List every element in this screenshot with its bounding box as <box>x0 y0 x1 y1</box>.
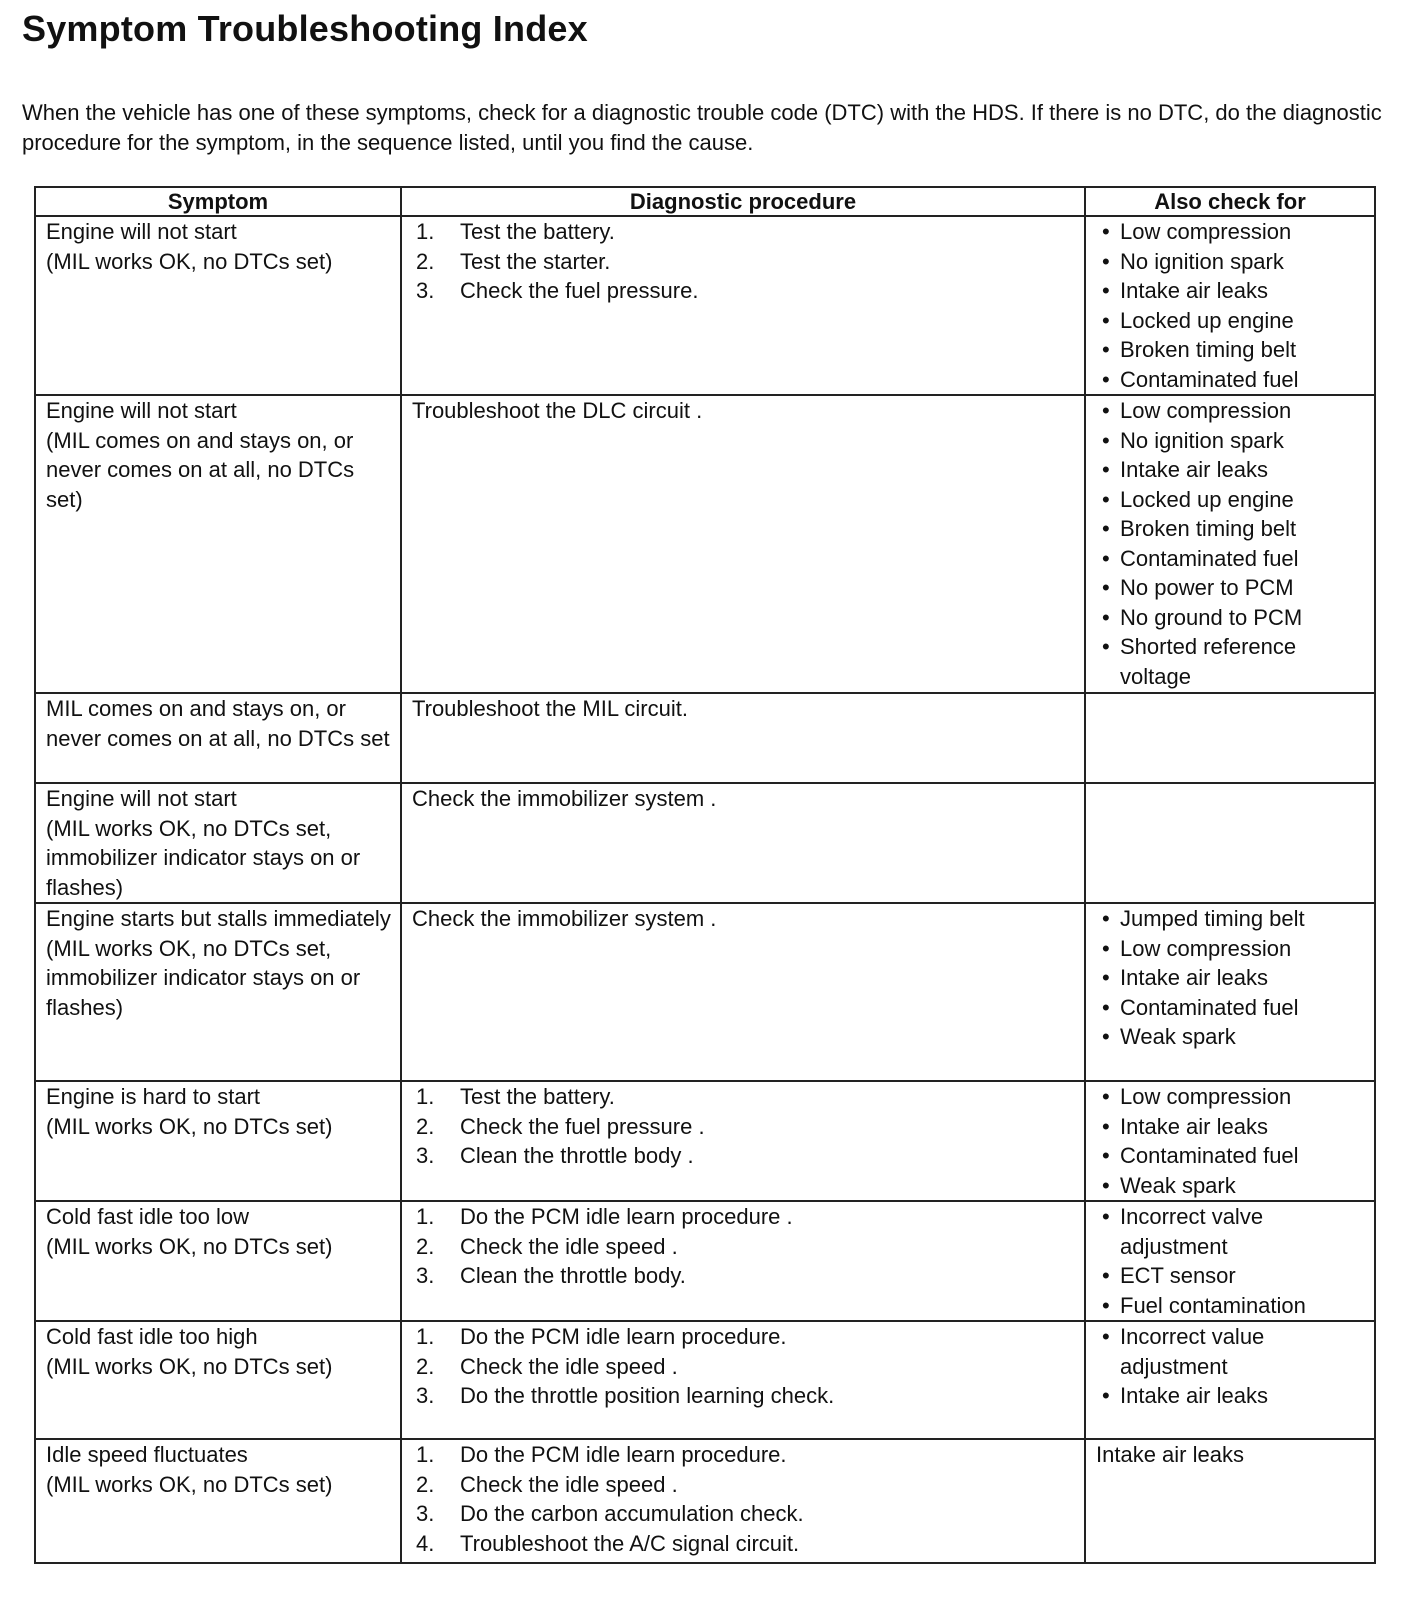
step-number: 3. <box>416 1263 435 1288</box>
also-check-item: • No power to PCM <box>1096 573 1366 603</box>
procedure-steps <box>412 1440 1076 1558</box>
also-check-cell <box>1085 216 1375 395</box>
table-row <box>35 395 1375 693</box>
also-check-cell <box>1085 903 1375 1081</box>
also-check-item: • Incorrect valve adjustment <box>1096 1202 1366 1261</box>
step-text: Test the battery. <box>460 219 615 244</box>
also-check-item: • Intake air leaks <box>1096 963 1366 993</box>
step-number: 2. <box>416 1113 435 1139</box>
symptom-text: Engine is hard to start <box>46 1084 261 1109</box>
step-text: Check the fuel pressure. <box>460 278 699 303</box>
step-text: Test the starter. <box>460 248 611 274</box>
procedure-text: Check the immobilizer system . <box>412 786 717 811</box>
procedure-step <box>412 1082 1076 1112</box>
symptom-text: (MIL works OK, no DTCs set) <box>46 1471 333 1497</box>
procedure-step <box>412 1202 1076 1232</box>
procedure-step <box>412 1112 1076 1142</box>
step-text: Do the throttle position learning check. <box>460 1383 835 1408</box>
also-check-item: • Shorted reference voltage <box>1096 632 1366 691</box>
symptom-text: (MIL comes on and stays on, or never comes on at all, no DTCs set) <box>46 427 355 512</box>
procedure-step <box>412 1322 1076 1352</box>
procedure-cell <box>401 783 1085 903</box>
procedure-step <box>412 1529 1076 1559</box>
symptom-table <box>34 186 1376 1564</box>
procedure-step <box>412 1440 1076 1470</box>
table-row <box>35 903 1375 1081</box>
also-check-item: • ECT sensor <box>1096 1261 1366 1291</box>
procedure-steps <box>412 217 1076 306</box>
procedure-step <box>412 1352 1076 1382</box>
symptom-text: (MIL works OK, no DTCs set) <box>46 248 333 274</box>
procedure-steps <box>412 1202 1076 1291</box>
also-check-item: • Locked up engine <box>1096 485 1366 515</box>
procedure-step <box>412 1141 1076 1171</box>
intro-paragraph: When the vehicle has one of these symptoms, check for a diagnostic trouble code (DTC) with the HDS. If there is no DTC, do the diagnostic procedure for the symptom, in the sequence listed, until you find the cause. <box>22 100 1382 155</box>
procedure-cell <box>401 395 1085 693</box>
also-check-item: • Weak spark <box>1096 1022 1366 1052</box>
page-title: Symptom Troubleshooting Index <box>22 8 588 49</box>
step-number: 2. <box>416 1233 435 1259</box>
symptom-text: Cold fast idle too high <box>46 1324 258 1349</box>
also-check-item: • No ignition spark <box>1096 426 1366 456</box>
table-row <box>35 693 1375 783</box>
step-number: 2. <box>416 1353 435 1379</box>
step-number: 1. <box>416 1084 435 1109</box>
symptom-text: (MIL works OK, no DTCs set) <box>46 1353 333 1379</box>
also-check-item: • Broken timing belt <box>1096 335 1366 365</box>
procedure-text: Troubleshoot the DLC circuit . <box>412 398 703 423</box>
also-check-item: • Intake air leaks <box>1096 455 1366 485</box>
symptom-cell <box>35 216 401 395</box>
also-check-item: • Locked up engine <box>1096 306 1366 336</box>
symptom-cell <box>35 1321 401 1439</box>
procedure-step <box>412 1381 1076 1411</box>
step-number: 3. <box>416 1143 435 1168</box>
also-check-item: • Fuel contamination <box>1096 1291 1366 1321</box>
step-number: 1. <box>416 1204 435 1229</box>
symptom-text: Engine starts but stalls immediately <box>46 906 391 931</box>
step-text: Clean the throttle body . <box>460 1143 694 1168</box>
procedure-step <box>412 1499 1076 1529</box>
symptom-cell <box>35 395 401 693</box>
also-check-item: • Low compression <box>1096 934 1366 964</box>
step-number: 3. <box>416 1501 435 1526</box>
procedure-text: Check the immobilizer system . <box>412 906 717 931</box>
step-text: Do the PCM idle learn procedure . <box>460 1204 793 1229</box>
procedure-cell <box>401 1321 1085 1439</box>
also-check-item: • Intake air leaks <box>1096 1112 1366 1142</box>
also-check-list <box>1096 1202 1366 1320</box>
procedure-step <box>412 1261 1076 1291</box>
also-check-item: • No ground to PCM <box>1096 603 1366 633</box>
step-number: 3. <box>416 1383 435 1408</box>
also-check-list <box>1096 396 1366 691</box>
procedure-cell <box>401 903 1085 1081</box>
also-check-item: • Contaminated fuel <box>1096 1141 1366 1171</box>
symptom-text: Engine will not start <box>46 398 237 423</box>
step-text: Clean the throttle body. <box>460 1263 686 1288</box>
step-number: 1. <box>416 1324 435 1349</box>
symptom-text: Engine will not start <box>46 219 237 244</box>
also-check-text: Intake air leaks <box>1096 1442 1244 1467</box>
table-body <box>35 216 1375 1563</box>
symptom-text: (MIL works OK, no DTCs set) <box>46 1233 333 1259</box>
procedure-cell <box>401 1201 1085 1321</box>
symptom-cell <box>35 1201 401 1321</box>
procedure-column-header: Diagnostic procedure <box>401 187 1085 216</box>
also-check-item: • Low compression <box>1096 1082 1366 1112</box>
procedure-step <box>412 276 1076 306</box>
step-text: Do the PCM idle learn procedure. <box>460 1324 787 1349</box>
also-check-column-header: Also check for <box>1085 187 1375 216</box>
procedure-step <box>412 1470 1076 1500</box>
also-check-item: • Contaminated fuel <box>1096 993 1366 1023</box>
procedure-cell <box>401 1439 1085 1563</box>
symptom-text: Cold fast idle too low <box>46 1204 249 1229</box>
also-check-item: • Low compression <box>1096 396 1366 426</box>
table-header <box>35 187 1375 216</box>
symptom-text: Idle speed fluctuates <box>46 1442 248 1467</box>
procedure-step <box>412 247 1076 277</box>
also-check-item: • Incorrect value adjustment <box>1096 1322 1366 1381</box>
also-check-list <box>1096 1082 1366 1200</box>
symptom-text: (MIL works OK, no DTCs set, immobilizer indicator stays on or flashes) <box>46 935 361 1020</box>
also-check-item: • No ignition spark <box>1096 247 1366 277</box>
step-number: 4. <box>416 1530 435 1556</box>
step-text: Do the carbon accumulation check. <box>460 1501 804 1526</box>
also-check-item: • Weak spark <box>1096 1171 1366 1201</box>
step-number: 2. <box>416 1471 435 1497</box>
also-check-cell <box>1085 395 1375 693</box>
also-check-cell <box>1085 1321 1375 1439</box>
table-row <box>35 1201 1375 1321</box>
also-check-item: • Contaminated fuel <box>1096 365 1366 395</box>
step-text: Troubleshoot the A/C signal circuit. <box>460 1530 800 1556</box>
procedure-cell <box>401 1081 1085 1201</box>
procedure-text: Troubleshoot the MIL circuit. <box>412 696 688 721</box>
symptom-text: (MIL works OK, no DTCs set) <box>46 1113 333 1139</box>
procedure-step <box>412 217 1076 247</box>
step-text: Check the idle speed . <box>460 1233 678 1259</box>
symptom-cell <box>35 1081 401 1201</box>
symptom-cell <box>35 903 401 1081</box>
header-row <box>35 187 1375 216</box>
also-check-cell <box>1085 693 1375 783</box>
step-text: Check the idle speed . <box>460 1471 678 1497</box>
also-check-item: • Contaminated fuel <box>1096 544 1366 574</box>
symptom-text: MIL comes on and stays on, or never comes on at all, no DTCs set <box>46 696 390 751</box>
also-check-item: • Low compression <box>1096 217 1366 247</box>
also-check-list <box>1096 1322 1366 1411</box>
also-check-cell <box>1085 783 1375 903</box>
also-check-item: • Intake air leaks <box>1096 276 1366 306</box>
procedure-steps <box>412 1322 1076 1411</box>
symptom-cell <box>35 1439 401 1563</box>
also-check-item: • Intake air leaks <box>1096 1381 1366 1411</box>
step-number: 3. <box>416 278 435 303</box>
step-text: Test the battery. <box>460 1084 615 1109</box>
procedure-cell <box>401 216 1085 395</box>
symptom-cell <box>35 783 401 903</box>
step-number: 1. <box>416 219 435 244</box>
procedure-steps <box>412 1082 1076 1171</box>
symptom-text: Engine will not start <box>46 786 237 811</box>
step-text: Check the fuel pressure . <box>460 1113 705 1139</box>
also-check-item: • Jumped timing belt <box>1096 904 1366 934</box>
symptom-text: (MIL works OK, no DTCs set, immobilizer indicator stays on or flashes) <box>46 815 361 900</box>
table-row <box>35 1321 1375 1439</box>
step-text: Check the idle speed . <box>460 1353 678 1379</box>
symptom-cell <box>35 693 401 783</box>
table-row <box>35 1439 1375 1563</box>
table-row <box>35 216 1375 395</box>
step-text: Do the PCM idle learn procedure. <box>460 1442 787 1467</box>
also-check-list <box>1096 217 1366 394</box>
procedure-step <box>412 1232 1076 1262</box>
step-number: 1. <box>416 1442 435 1467</box>
also-check-item: • Broken timing belt <box>1096 514 1366 544</box>
table-row <box>35 783 1375 903</box>
procedure-cell <box>401 693 1085 783</box>
step-number: 2. <box>416 248 435 274</box>
also-check-cell <box>1085 1439 1375 1563</box>
symptom-column-header: Symptom <box>35 187 401 216</box>
also-check-cell <box>1085 1201 1375 1321</box>
also-check-cell <box>1085 1081 1375 1201</box>
also-check-list <box>1096 904 1366 1052</box>
table-row <box>35 1081 1375 1201</box>
